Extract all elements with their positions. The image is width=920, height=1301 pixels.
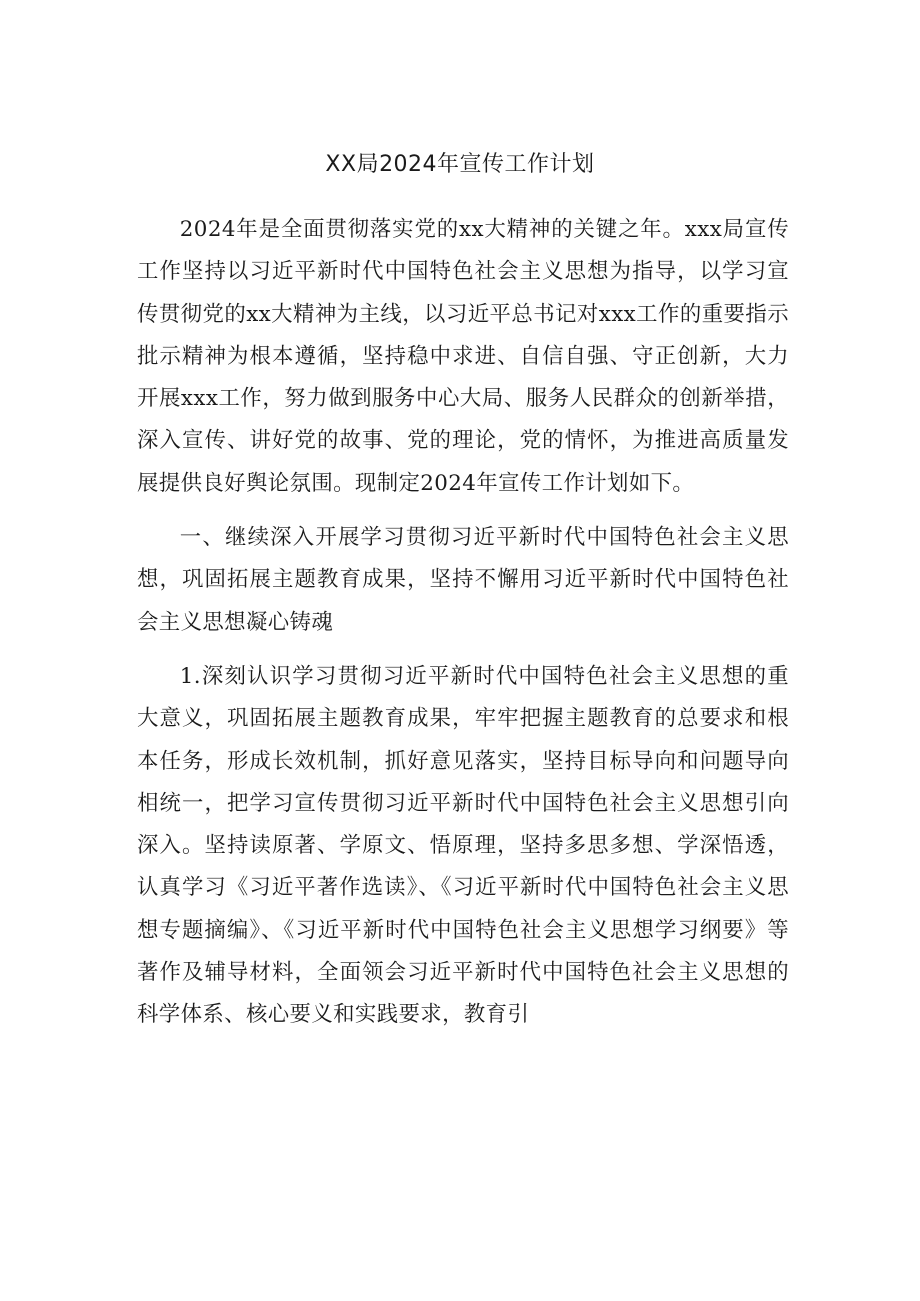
paragraph-item-1: 1.深刻认识学习贯彻习近平新时代中国特色社会主义思想的重大意义，巩固拓展主题教育成果，牢牢把握主题教育的总要求和根本任务，形成长效机制，抓好意见落实，坚持目标导向和问题导向相统一，把学习宣传贯彻习近平新时代中国特色社会主义思想引向深入。坚持读原著、学原文、悟原理，坚持多思多想、学深悟透，认真学习《习近平著作选读》、《习近平新时代中国特色社会主义思想专题摘编》、《习近平新时代中国特色社会主义思想学习纲要》等著作及辅导材料，全面领会习近平新时代中国特色社会主义思想的科学体系、核心要义和实践要求，教育引 (137, 663, 789, 1028)
document-title: XX局2024年宣传工作计划 (325, 152, 595, 177)
document-body (137, 209, 789, 1037)
paragraph-intro: 2024年是全面贯彻落实党的xx大精神的关键之年。xxx局宣传工作坚持以习近平新时代中国特色社会主义思想为指导，以学习宣传贯彻党的xx大精神为主线，以习近平总书记对xxx工作的重要指示批示精神为根本遵循，坚持稳中求进、自信自强、守正创新，大力开展xxx工作，努力做到服务中心大局、服务人民群众的创新举措，深入宣传、讲好党的故事、党的理论，党的情怀，为推进高质量发展提供良好舆论氛围。现制定2024年宣传工作计划如下。 (137, 217, 789, 496)
paragraph-section-heading-1: 一、继续深入开展学习贯彻习近平新时代中国特色社会主义思想，巩固拓展主题教育成果，坚持不懈用习近平新时代中国特色社会主义思想凝心铸魂 (137, 525, 789, 635)
